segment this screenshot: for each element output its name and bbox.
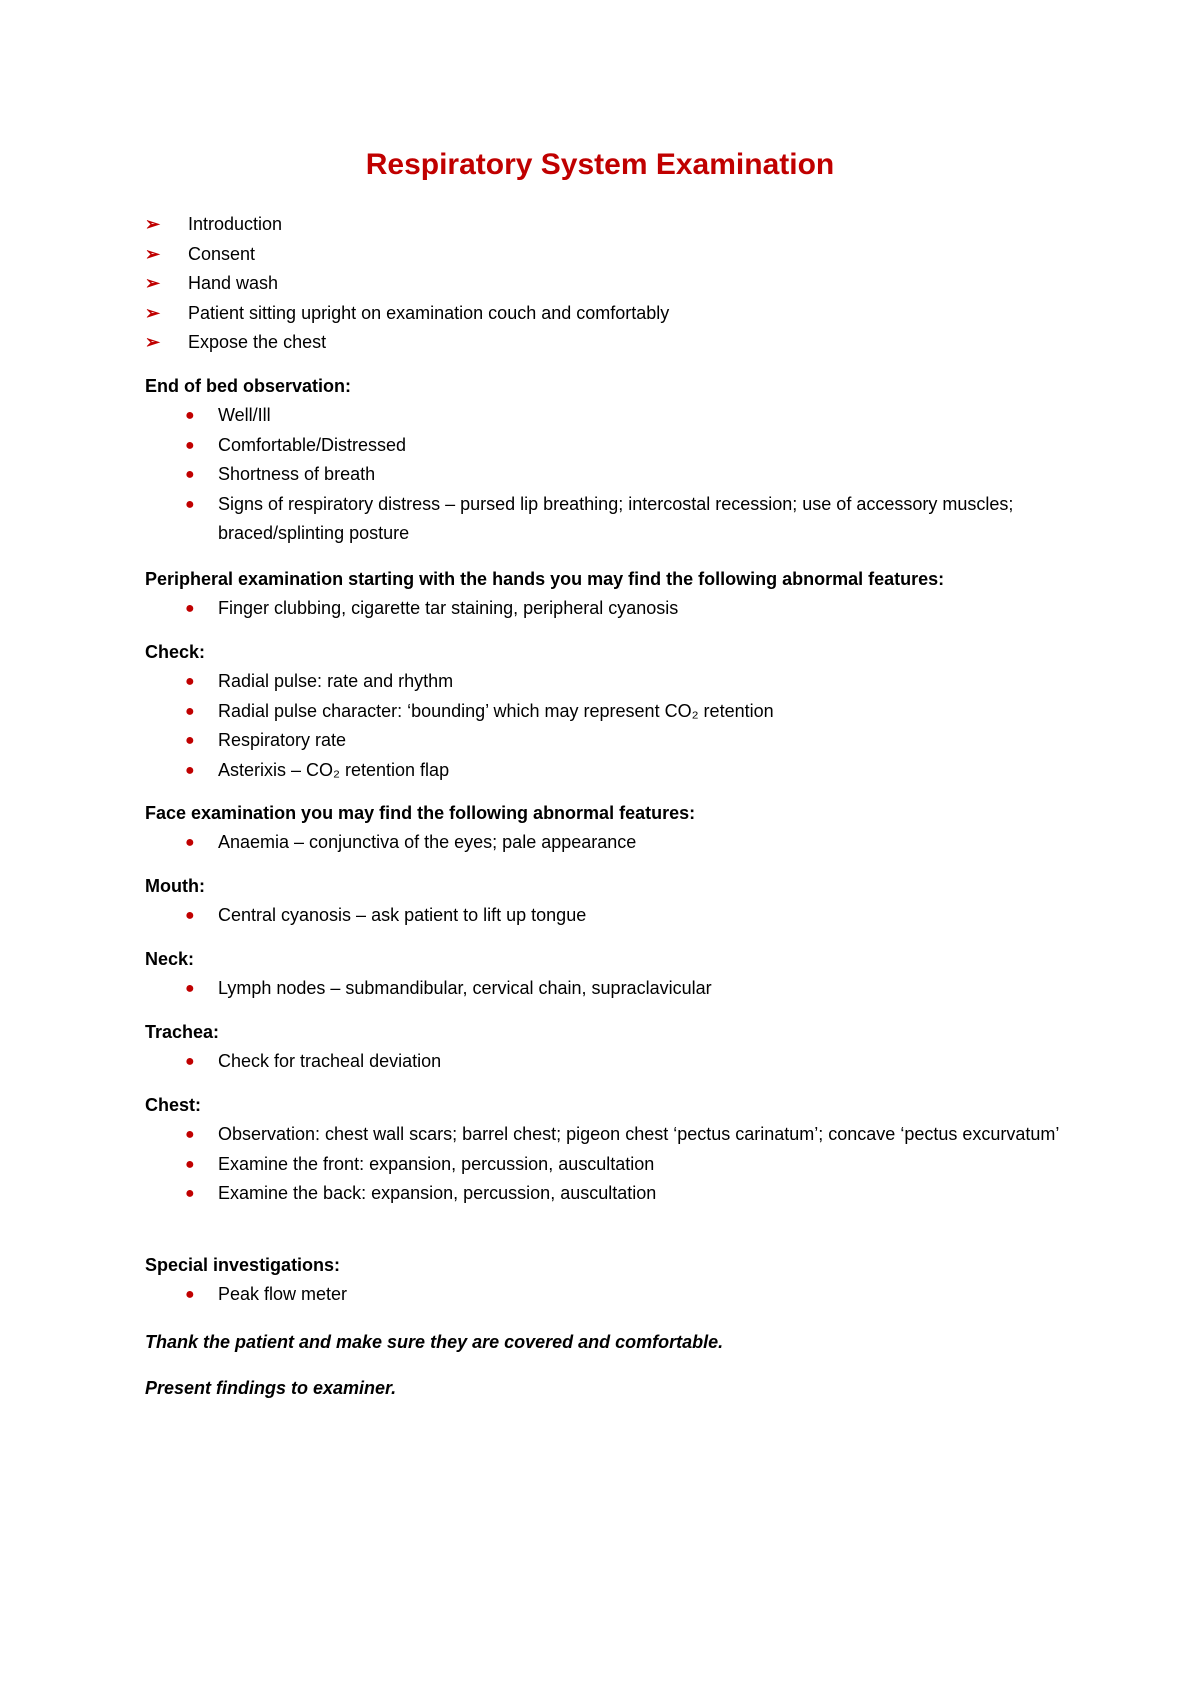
list-item-text: Central cyanosis – ask patient to lift up tongue xyxy=(218,905,587,925)
list-item xyxy=(145,490,1065,549)
intro-steps-list xyxy=(145,210,669,358)
arrowhead-icon: ➢ xyxy=(145,332,161,352)
section-heading: Special investigations: xyxy=(145,1255,341,1275)
list-item-text: Consent xyxy=(188,243,256,264)
list-item xyxy=(145,1120,1065,1150)
list-item-text: Examine the front: expansion, percussion, auscultation xyxy=(218,1153,655,1174)
list-item xyxy=(145,1047,1065,1077)
list-item-text: Examine the back: expansion, percussion, auscultation xyxy=(218,1183,657,1203)
section-heading: Mouth: xyxy=(145,876,205,896)
bullet-dot-icon: ● xyxy=(185,1053,195,1070)
list-item-text: Well/Ill xyxy=(218,405,271,425)
section-check xyxy=(145,638,1065,785)
arrowhead-icon: ➢ xyxy=(145,302,161,323)
section-neck xyxy=(145,945,1065,1004)
list-item xyxy=(145,269,669,299)
list-item xyxy=(145,431,1065,461)
list-item-text: Lymph nodes – submandibular, cervical chain, supraclavicular xyxy=(218,978,712,998)
bullet-dot-icon: ● xyxy=(185,436,195,454)
list-item xyxy=(145,460,1065,490)
bullet-dot-icon: ● xyxy=(185,732,195,749)
section-list xyxy=(145,1120,1065,1209)
list-item-text: Anaemia – conjunctiva of the eyes; pale appearance xyxy=(218,832,637,852)
list-item xyxy=(145,828,1065,858)
bullet-dot-icon: ● xyxy=(185,466,195,483)
bullet-dot-icon: ● xyxy=(185,673,195,690)
list-item-text: Check for tracheal deviation xyxy=(218,1051,442,1071)
list-item xyxy=(145,974,1065,1004)
section-end-of-bed xyxy=(145,372,1065,549)
section-peripheral xyxy=(145,565,1065,624)
bullet-dot-icon: ● xyxy=(185,1126,195,1143)
section-heading: Peripheral examination starting with the hands you may find the following abnormal features: xyxy=(145,569,945,589)
arrowhead-icon: ➢ xyxy=(145,273,161,293)
section-heading: End of bed observation: xyxy=(145,376,352,396)
bullet-dot-icon: ● xyxy=(185,407,195,424)
list-item-text: Hand wash xyxy=(188,273,279,293)
bullet-dot-icon: ● xyxy=(185,1155,195,1173)
list-item xyxy=(145,328,669,358)
list-item-text: Expose the chest xyxy=(188,332,327,352)
list-item-text: Shortness of breath xyxy=(218,464,376,484)
list-item xyxy=(145,594,1065,624)
section-list xyxy=(145,828,1065,858)
list-item-text: Observation: chest wall scars; barrel chest; pigeon chest ‘pectus carinatum’; concave ‘pectus excurvatum’ xyxy=(218,1124,1060,1144)
arrowhead-icon: ➢ xyxy=(145,214,161,234)
section-list xyxy=(145,667,1065,785)
section-list xyxy=(145,901,1065,931)
bullet-dot-icon: ● xyxy=(185,761,195,779)
closing-thank-patient: Thank the patient and make sure they are covered and comfortable. xyxy=(145,1332,724,1352)
section-special-investigations xyxy=(145,1251,1065,1310)
section-list xyxy=(145,401,1065,549)
list-item xyxy=(145,1150,1065,1180)
list-item xyxy=(145,756,1065,786)
list-item-text: Asterixis – CO₂ retention flap xyxy=(218,759,450,780)
bullet-dot-icon: ● xyxy=(185,834,195,851)
bullet-dot-icon: ● xyxy=(185,907,195,924)
list-item-text: Respiratory rate xyxy=(218,730,347,750)
bullet-dot-icon: ● xyxy=(185,600,195,617)
list-item xyxy=(145,240,669,270)
bullet-dot-icon: ● xyxy=(185,980,195,997)
bullet-dot-icon: ● xyxy=(185,702,195,720)
section-list xyxy=(145,594,1065,624)
list-item xyxy=(145,697,1065,727)
list-item-text: Signs of respiratory distress – pursed lip breathing; intercostal recession; use of accessory muscles; braced/splinting posture xyxy=(218,493,1014,543)
section-heading: Check: xyxy=(145,642,206,662)
list-item xyxy=(145,726,1065,756)
section-trachea xyxy=(145,1018,1065,1077)
list-item-text: Finger clubbing, cigarette tar staining, peripheral cyanosis xyxy=(218,598,679,618)
section-face xyxy=(145,799,1065,858)
list-item xyxy=(145,1179,1065,1209)
section-list xyxy=(145,1047,1065,1077)
list-item xyxy=(145,401,1065,431)
list-item-text: Comfortable/Distressed xyxy=(218,434,407,455)
section-heading: Face examination you may find the following abnormal features: xyxy=(145,803,696,823)
list-item-text: Introduction xyxy=(188,214,283,234)
list-item xyxy=(145,1280,1065,1310)
list-item-text: Radial pulse character: ‘bounding’ which may represent CO₂ retention xyxy=(218,700,774,721)
bullet-dot-icon: ● xyxy=(185,1185,195,1202)
section-list xyxy=(145,974,1065,1004)
bullet-dot-icon: ● xyxy=(185,1286,195,1303)
bullet-dot-icon: ● xyxy=(185,495,195,513)
section-chest xyxy=(145,1091,1065,1209)
list-item xyxy=(145,667,1065,697)
section-list xyxy=(145,1280,1065,1310)
section-mouth xyxy=(145,872,1065,931)
list-item xyxy=(145,299,669,329)
arrowhead-icon: ➢ xyxy=(145,243,161,264)
section-heading: Trachea: xyxy=(145,1022,220,1042)
section-heading: Neck: xyxy=(145,949,195,969)
section-heading: Chest: xyxy=(145,1095,202,1115)
list-item xyxy=(145,210,669,240)
list-item-text: Radial pulse: rate and rhythm xyxy=(218,671,454,691)
closing-present-findings: Present findings to examiner. xyxy=(145,1378,397,1398)
page-title: Respiratory System Examination xyxy=(365,148,835,181)
list-item-text: Peak flow meter xyxy=(218,1284,348,1304)
list-item-text: Patient sitting upright on examination couch and comfortably xyxy=(188,302,670,323)
list-item xyxy=(145,901,1065,931)
